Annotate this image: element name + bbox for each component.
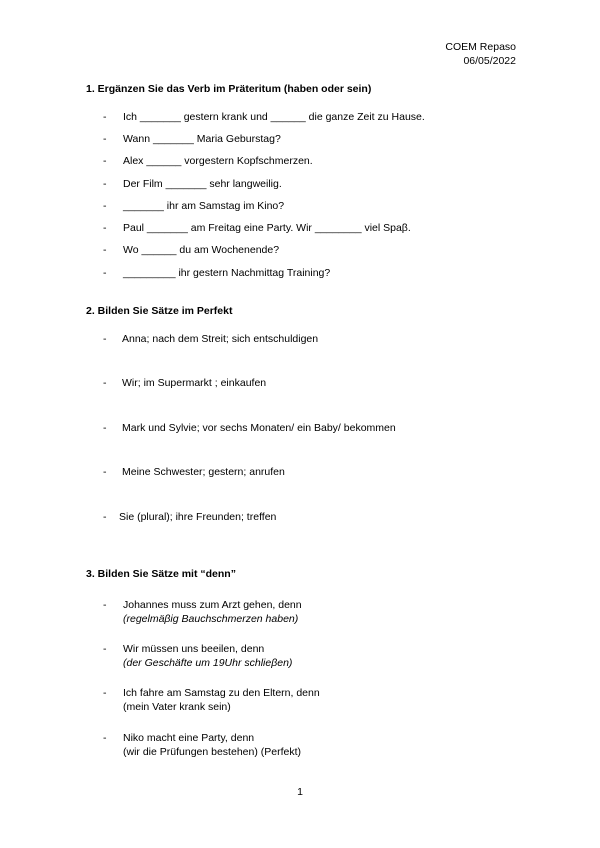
dash: -	[103, 732, 107, 744]
item-hint: (mein Vater krank sein)	[123, 701, 231, 713]
item-sentence: Niko macht eine Party, denn	[123, 732, 255, 744]
item-text: Mark und Sylvie; vor sechs Monaten/ ein Baby/ bekommen	[122, 422, 396, 434]
header-date: 06/05/2022	[463, 55, 516, 67]
item-text: Ich _______ gestern krank und ______ die ganze Zeit zu Hause.	[123, 111, 425, 123]
item-text: Wir; im Supermarkt ; einkaufen	[122, 377, 267, 389]
item-text: _______ ihr am Samstag im Kino?	[123, 200, 285, 212]
item-sentence: Wir müssen uns beeilen, denn	[123, 643, 265, 655]
dash: -	[103, 377, 107, 389]
section-2-title: 2. Bilden Sie Sätze im Perfekt	[86, 305, 233, 317]
dash: -	[103, 133, 107, 145]
dash: -	[103, 244, 107, 256]
dash: -	[103, 267, 107, 279]
item-hint: (der Geschäfte um 19Uhr schlieβen)	[123, 657, 293, 669]
dash: -	[103, 111, 107, 123]
dash: -	[103, 643, 107, 655]
item-hint: (wir die Prüfungen bestehen) (Perfekt)	[123, 746, 302, 758]
dash: -	[103, 200, 107, 212]
dash: -	[103, 687, 107, 699]
item-hint: (regelmäβig Bauchschmerzen haben)	[123, 613, 299, 625]
header	[445, 40, 516, 68]
dash: -	[103, 511, 107, 523]
item-sentence: Johannes muss zum Arzt gehen, denn	[123, 599, 302, 611]
dash: -	[103, 155, 107, 167]
dash: -	[103, 333, 107, 345]
item-text: Wann _______ Maria Geburstag?	[123, 133, 281, 145]
item-text: Anna; nach dem Streit; sich entschuldigen	[122, 333, 319, 345]
item-sentence: Ich fahre am Samstag zu den Eltern, denn	[123, 687, 320, 699]
dash: -	[103, 466, 107, 478]
page-number: 1	[297, 786, 303, 798]
section-3-title: 3. Bilden Sie Sätze mit “denn”	[86, 568, 236, 580]
item-text: Alex ______ vorgestern Kopfschmerzen.	[123, 155, 313, 167]
item-text: Paul _______ am Freitag eine Party. Wir ________ viel Spaβ.	[123, 222, 411, 234]
dash: -	[103, 599, 107, 611]
section-1-title: 1. Ergänzen Sie das Verb im Präteritum (haben oder sein)	[86, 83, 372, 95]
dash: -	[103, 178, 107, 190]
dash: -	[103, 422, 107, 434]
header-course: COEM Repaso	[445, 41, 516, 53]
dash: -	[103, 222, 107, 234]
item-text: Meine Schwester; gestern; anrufen	[122, 466, 285, 478]
item-text: Sie (plural); ihre Freunden; treffen	[119, 511, 277, 523]
item-text: Wo ______ du am Wochenende?	[123, 244, 280, 256]
item-text: _________ ihr gestern Nachmittag Training?	[123, 267, 331, 279]
item-text: Der Film _______ sehr langweilig.	[123, 178, 282, 190]
